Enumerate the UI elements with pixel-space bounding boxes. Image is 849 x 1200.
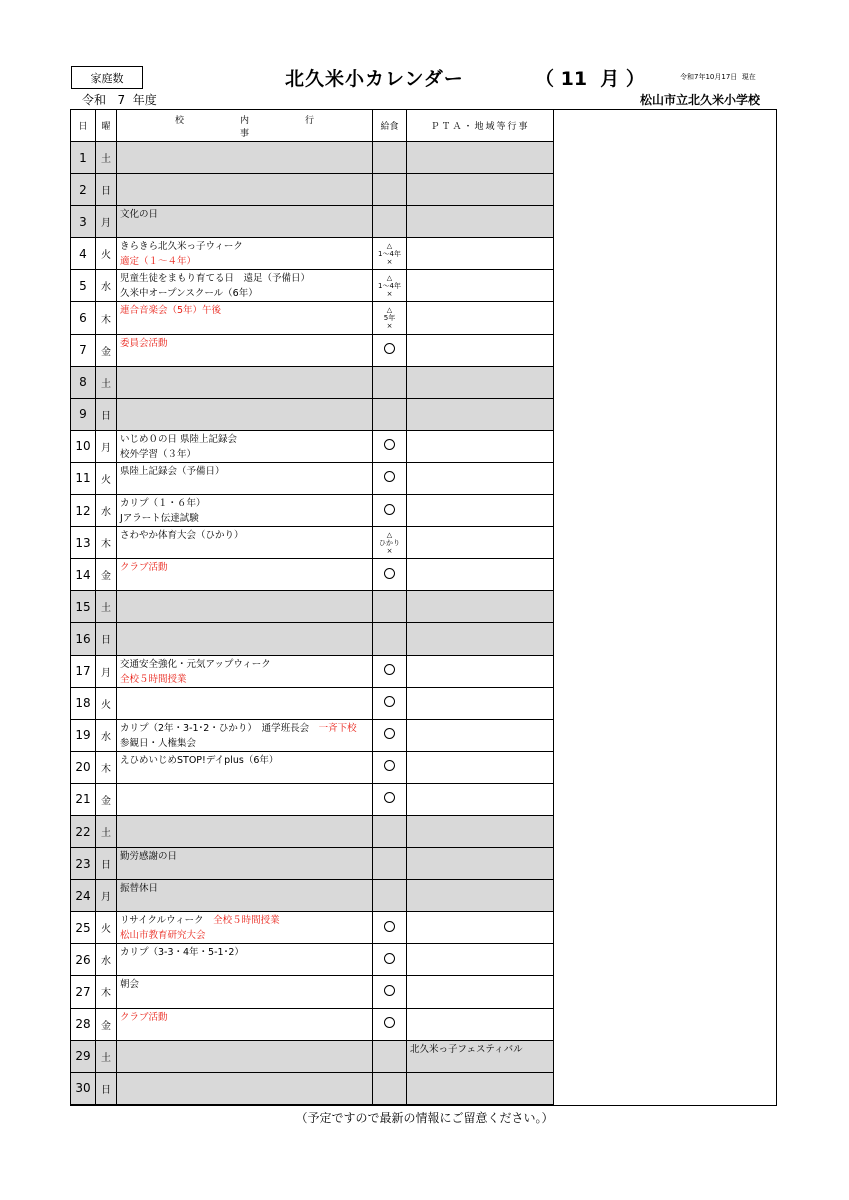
event-text: 連合音楽会（5年）午後 xyxy=(120,305,222,317)
calendar-row xyxy=(71,783,554,815)
day-number: 15 xyxy=(71,591,96,623)
pta-events xyxy=(407,591,554,623)
meal-cell xyxy=(373,527,407,559)
col-weekday: 曜 xyxy=(96,110,117,142)
event-text: リサイクルウィーク xyxy=(120,915,214,927)
weekday: 月 xyxy=(96,430,117,462)
day-number: 20 xyxy=(71,751,96,783)
meal-cell xyxy=(373,591,407,623)
school-year: 令和 7 年度 xyxy=(82,93,157,107)
event-text: Jアラート伝達試験 xyxy=(120,513,199,525)
event-text: 文化の日 xyxy=(120,209,159,221)
meal-cell xyxy=(373,687,407,719)
pta-events xyxy=(407,174,554,206)
meal-triangle-icon: △ xyxy=(386,306,393,315)
meal-triangle-icon: △ xyxy=(386,241,393,250)
event-line xyxy=(120,271,369,286)
pta-events xyxy=(407,944,554,976)
meal-cell xyxy=(373,398,407,430)
event-line xyxy=(120,286,369,301)
day-number: 3 xyxy=(71,206,96,238)
day-number: 17 xyxy=(71,655,96,687)
weekday: 土 xyxy=(96,142,117,174)
event-line xyxy=(120,736,369,751)
event-text: えひめいじめSTOP!デイplus（6年） xyxy=(120,754,279,766)
pta-events xyxy=(407,687,554,719)
meal-note: 5年 xyxy=(383,314,396,323)
school-events xyxy=(117,238,373,270)
calendar-row xyxy=(71,142,554,174)
calendar-row xyxy=(71,334,554,366)
calendar-row xyxy=(71,976,554,1008)
school-events xyxy=(117,142,373,174)
pta-events xyxy=(407,976,554,1008)
event-line xyxy=(120,657,369,672)
event-line xyxy=(120,303,369,318)
event-text: さわやか体育大会（ひかり） xyxy=(120,530,244,542)
pta-events xyxy=(407,206,554,238)
col-events xyxy=(117,110,373,142)
meal-cell xyxy=(373,206,407,238)
school-events xyxy=(117,944,373,976)
event-line xyxy=(120,945,369,960)
meal-cell xyxy=(373,976,407,1008)
pta-events xyxy=(407,527,554,559)
school-events xyxy=(117,880,373,912)
pta-events xyxy=(407,623,554,655)
event-text: カリプ（１・６年） xyxy=(120,498,206,510)
event-line xyxy=(120,528,369,543)
weekday: 火 xyxy=(96,462,117,494)
col-day: 日 xyxy=(71,110,96,142)
day-number: 11 xyxy=(71,462,96,494)
weekday: 月 xyxy=(96,880,117,912)
calendar-row xyxy=(71,687,554,719)
meal-cell xyxy=(373,655,407,687)
event-line xyxy=(120,511,369,526)
event-text: カリプ（2年・3-1･2・ひかり） 通学班長会 xyxy=(120,722,319,734)
calendar-table xyxy=(70,109,554,1105)
day-number: 12 xyxy=(71,495,96,527)
meal-triangle-icon: △ xyxy=(386,273,393,282)
weekday: 日 xyxy=(96,623,117,655)
event-line xyxy=(120,432,369,447)
pta-events xyxy=(407,238,554,270)
meal-circle-icon xyxy=(384,760,395,771)
event-text-highlight: 全校５時間授業 xyxy=(213,915,280,927)
pta-events xyxy=(407,880,554,912)
event-line xyxy=(120,447,369,462)
day-number: 16 xyxy=(71,623,96,655)
meal-cell xyxy=(373,495,407,527)
meal-note: ひかり xyxy=(379,538,400,547)
meal-cross-icon: × xyxy=(386,289,393,298)
weekday: 日 xyxy=(96,398,117,430)
event-text: 児童生徒をまもり育てる日 遠足（予備日） xyxy=(120,273,311,285)
school-events xyxy=(117,462,373,494)
event-line xyxy=(120,721,369,736)
event-text: 朝会 xyxy=(120,979,140,991)
event-line xyxy=(120,928,369,943)
day-number: 22 xyxy=(71,815,96,847)
event-text: 勤労感謝の日 xyxy=(120,851,178,863)
meal-circle-icon xyxy=(384,728,395,739)
weekday: 月 xyxy=(96,655,117,687)
pta-events xyxy=(407,751,554,783)
pta-events xyxy=(407,398,554,430)
meal-circle-icon xyxy=(384,1017,395,1028)
event-line xyxy=(120,496,369,511)
day-number: 25 xyxy=(71,912,96,944)
meal-circle-icon xyxy=(384,921,395,932)
day-number: 28 xyxy=(71,1008,96,1040)
meal-circle-icon xyxy=(384,696,395,707)
event-text: 交通安全強化・元気アップウィーク xyxy=(120,658,271,670)
school-events xyxy=(117,1040,373,1072)
event-line xyxy=(120,464,369,479)
day-number: 2 xyxy=(71,174,96,206)
weekday: 水 xyxy=(96,495,117,527)
calendar-row xyxy=(71,527,554,559)
school-events xyxy=(117,527,373,559)
day-number: 18 xyxy=(71,687,96,719)
weekday: 土 xyxy=(96,366,117,398)
page-title: 北久米小カレンダー xyxy=(285,68,464,90)
day-number: 1 xyxy=(71,142,96,174)
calendar-row xyxy=(71,206,554,238)
meal-circle-icon xyxy=(384,504,395,515)
pta-events xyxy=(407,495,554,527)
school-events xyxy=(117,815,373,847)
event-line xyxy=(120,239,369,254)
pta-events: 北久米っ子フェスティバル xyxy=(407,1040,554,1072)
meal-circle-icon xyxy=(384,985,395,996)
weekday: 水 xyxy=(96,944,117,976)
meal-circle-icon xyxy=(384,568,395,579)
school-events xyxy=(117,1072,373,1104)
event-line xyxy=(120,254,369,269)
weekday: 火 xyxy=(96,912,117,944)
event-text: きらきら北久米っ子ウィーク xyxy=(120,241,243,253)
weekday: 日 xyxy=(96,848,117,880)
event-line xyxy=(120,672,369,687)
meal-cell xyxy=(373,270,407,302)
calendar-row xyxy=(71,495,554,527)
weekday: 火 xyxy=(96,687,117,719)
day-number: 30 xyxy=(71,1072,96,1104)
day-number: 7 xyxy=(71,334,96,366)
meal-cross-icon: × xyxy=(386,546,393,555)
pta-events xyxy=(407,334,554,366)
meal-cell xyxy=(373,462,407,494)
meal-cell xyxy=(373,302,407,334)
meal-circle-icon xyxy=(384,792,395,803)
meal-cross-icon: × xyxy=(386,257,393,266)
meal-cell xyxy=(373,559,407,591)
school-events xyxy=(117,334,373,366)
meal-cell xyxy=(373,815,407,847)
pta-events xyxy=(407,815,554,847)
event-text: 適定（１～４年） xyxy=(120,256,197,268)
calendar-row xyxy=(71,719,554,751)
school-events xyxy=(117,398,373,430)
pta-events xyxy=(407,848,554,880)
event-text: 久米中オープンスクール（6年） xyxy=(120,288,258,300)
col-events-char: 内 xyxy=(239,115,249,126)
day-number: 24 xyxy=(71,880,96,912)
event-line xyxy=(120,560,369,575)
school-events xyxy=(117,783,373,815)
school-name: 松山市立北久米小学校 xyxy=(640,93,761,107)
day-number: 10 xyxy=(71,430,96,462)
event-text: 参観日・人権集会 xyxy=(120,737,197,749)
calendar-row xyxy=(71,366,554,398)
col-meal: 給食 xyxy=(373,110,407,142)
school-events xyxy=(117,655,373,687)
calendar-row xyxy=(71,623,554,655)
day-number: 6 xyxy=(71,302,96,334)
meal-circle-icon xyxy=(384,343,395,354)
pta-events xyxy=(407,430,554,462)
event-line xyxy=(120,207,369,222)
pta-events xyxy=(407,270,554,302)
col-events-char: 行 xyxy=(305,115,315,126)
school-events xyxy=(117,848,373,880)
pta-events xyxy=(407,719,554,751)
meal-cell xyxy=(373,1072,407,1104)
school-events xyxy=(117,302,373,334)
pta-events xyxy=(407,462,554,494)
month-label: （ 11 月 ） xyxy=(535,68,645,90)
pta-events xyxy=(407,912,554,944)
day-number: 29 xyxy=(71,1040,96,1072)
event-text: クラブ活動 xyxy=(120,1011,168,1023)
calendar-row xyxy=(71,174,554,206)
meal-circle-icon xyxy=(384,439,395,450)
calendar-row xyxy=(71,1040,554,1072)
event-text: 校外学習（３年） xyxy=(120,448,197,460)
meal-cell xyxy=(373,1040,407,1072)
header-row xyxy=(71,110,554,142)
weekday: 日 xyxy=(96,174,117,206)
weekday: 土 xyxy=(96,815,117,847)
event-line xyxy=(120,849,369,864)
event-text-highlight: 一斉下校 xyxy=(318,722,357,734)
school-events xyxy=(117,495,373,527)
weekday: 金 xyxy=(96,334,117,366)
col-pta: ＰＴＡ・地域等行事 xyxy=(407,110,554,142)
pta-events xyxy=(407,1072,554,1104)
meal-cell xyxy=(373,1008,407,1040)
calendar-row xyxy=(71,815,554,847)
school-events xyxy=(117,430,373,462)
meal-cell xyxy=(373,880,407,912)
school-events xyxy=(117,719,373,751)
calendar-row xyxy=(71,270,554,302)
weekday: 木 xyxy=(96,976,117,1008)
school-events xyxy=(117,687,373,719)
event-text: カリプ（3-3・4年・5-1･2） xyxy=(120,947,244,959)
meal-cell xyxy=(373,751,407,783)
pta-events xyxy=(407,783,554,815)
calendar-row xyxy=(71,751,554,783)
meal-cell xyxy=(373,944,407,976)
meal-note: 1～4年 xyxy=(378,249,401,258)
meal-cell xyxy=(373,238,407,270)
weekday: 月 xyxy=(96,206,117,238)
calendar-row xyxy=(71,1072,554,1104)
as-of-date: 令和7年10月17日 現在 xyxy=(680,73,756,81)
meal-cell xyxy=(373,334,407,366)
day-number: 21 xyxy=(71,783,96,815)
pta-events xyxy=(407,142,554,174)
weekday: 金 xyxy=(96,1008,117,1040)
event-line xyxy=(120,753,369,768)
event-text: クラブ活動 xyxy=(120,562,168,574)
calendar-row xyxy=(71,880,554,912)
school-events xyxy=(117,751,373,783)
weekday: 火 xyxy=(96,238,117,270)
meal-note: 1～4年 xyxy=(378,281,401,290)
footer-note: （予定ですので最新の情報にご留意ください。） xyxy=(295,1111,554,1125)
school-events xyxy=(117,591,373,623)
day-number: 19 xyxy=(71,719,96,751)
day-number: 5 xyxy=(71,270,96,302)
col-events-char: 事 xyxy=(239,128,249,139)
school-events xyxy=(117,366,373,398)
calendar-row xyxy=(71,1008,554,1040)
calendar-row xyxy=(71,559,554,591)
weekday: 木 xyxy=(96,751,117,783)
day-number: 27 xyxy=(71,976,96,1008)
school-events xyxy=(117,174,373,206)
school-events xyxy=(117,912,373,944)
school-events xyxy=(117,976,373,1008)
calendar-row xyxy=(71,848,554,880)
calendar-row xyxy=(71,398,554,430)
calendar-row xyxy=(71,238,554,270)
day-number: 26 xyxy=(71,944,96,976)
calendar-row xyxy=(71,912,554,944)
event-line xyxy=(120,881,369,896)
school-events xyxy=(117,206,373,238)
weekday: 水 xyxy=(96,719,117,751)
col-events-char: 校 xyxy=(174,115,184,126)
event-text: 県陸上記録会（予備日） xyxy=(120,465,225,477)
day-number: 9 xyxy=(71,398,96,430)
day-number: 14 xyxy=(71,559,96,591)
meal-circle-icon xyxy=(384,471,395,482)
calendar-row xyxy=(71,302,554,334)
calendar-row xyxy=(71,591,554,623)
pta-events xyxy=(407,302,554,334)
meal-cross-icon: × xyxy=(386,322,393,331)
event-text: いじめ０の日 県陸上記録会 xyxy=(120,433,238,445)
weekday: 金 xyxy=(96,783,117,815)
meal-cell xyxy=(373,912,407,944)
event-line xyxy=(120,336,369,351)
school-events xyxy=(117,1008,373,1040)
pta-events xyxy=(407,655,554,687)
day-number: 8 xyxy=(71,366,96,398)
pta-events xyxy=(407,1008,554,1040)
calendar-row xyxy=(71,430,554,462)
calendar-row xyxy=(71,944,554,976)
event-line xyxy=(120,913,369,928)
school-events xyxy=(117,559,373,591)
meal-cell xyxy=(373,430,407,462)
calendar-row xyxy=(71,462,554,494)
event-text: 振替休日 xyxy=(120,883,159,895)
meal-circle-icon xyxy=(384,664,395,675)
weekday: 日 xyxy=(96,1072,117,1104)
pta-events xyxy=(407,559,554,591)
weekday: 金 xyxy=(96,559,117,591)
meal-circle-icon xyxy=(384,953,395,964)
meal-triangle-icon: △ xyxy=(386,530,393,539)
school-events xyxy=(117,270,373,302)
event-text: 松山市教育研究大会 xyxy=(120,930,206,942)
pta-events xyxy=(407,366,554,398)
weekday: 水 xyxy=(96,270,117,302)
weekday: 木 xyxy=(96,302,117,334)
event-text: 委員会活動 xyxy=(120,337,168,349)
weekday: 土 xyxy=(96,591,117,623)
meal-cell xyxy=(373,783,407,815)
school-events xyxy=(117,623,373,655)
meal-cell xyxy=(373,142,407,174)
meal-cell xyxy=(373,848,407,880)
day-number: 13 xyxy=(71,527,96,559)
weekday: 木 xyxy=(96,527,117,559)
meal-cell xyxy=(373,174,407,206)
event-line xyxy=(120,1010,369,1025)
day-number: 4 xyxy=(71,238,96,270)
meal-cell xyxy=(373,623,407,655)
family-count-box: 家庭数 xyxy=(71,66,143,89)
day-number: 23 xyxy=(71,848,96,880)
calendar-row xyxy=(71,655,554,687)
weekday: 土 xyxy=(96,1040,117,1072)
meal-cell xyxy=(373,719,407,751)
event-text: 全校５時間授業 xyxy=(120,673,187,685)
event-line xyxy=(120,977,369,992)
meal-cell xyxy=(373,366,407,398)
